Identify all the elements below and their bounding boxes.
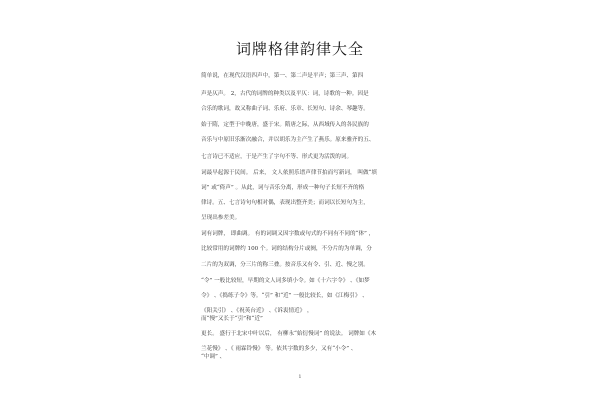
text-line: 简单说，在现代汉语四声中，第一、第二声是平声；第三声、第四 xyxy=(201,73,364,79)
text-line: 词” 或“倚声” 。从此，词与音乐分离，形成一种句子长短不齐的格 xyxy=(201,185,365,191)
text-line: 而“慢”又长于“引”和“近” xyxy=(201,316,263,322)
text-line: “中调” 、 xyxy=(201,354,226,360)
text-line: 声是仄声。 2，古代的词牌的种类以及平仄：词，诗歌的一种。因是 xyxy=(201,91,369,97)
text-line: 七言诗已不适应，于是产生了字句不等、形式更为活泼的词。 xyxy=(201,154,353,160)
text-line: 比较常用的词牌约 100 个。词的结构分片或阕，不分片的为单调，分 xyxy=(201,246,372,252)
text-line: 词最早起源于民间。 后来， 文人依照乐谱声律节拍而写新词， 叫做“填 xyxy=(201,170,378,176)
text-line: 更长。 盛行于北宋中叶以后， 有柳永“始衍慢词” 的说法。 词牌如《木 xyxy=(201,331,377,337)
text-line: 合乐的歌词，故又称曲子词、乐府、乐章、长短句、诗余、琴趣等。 xyxy=(201,106,369,112)
text-line: 《阳关引》 、《祝英台近》 、《诉衷情近》 ， xyxy=(201,308,313,314)
text-line: 呈现出参差美。 xyxy=(201,215,241,221)
page-number: 1 xyxy=(298,374,302,380)
document-title: 词牌格律韵律大全 xyxy=(235,40,364,58)
text-line: “令” 一般比较短，早期的文人词多填小令。如《十六字令》 、《如梦 xyxy=(201,278,370,284)
text-line: 词有词牌， 即曲调。 有的词调又因字数或句式的不同有不同的“体” ， xyxy=(201,231,375,237)
text-line: 令》 、《捣练子令》等。“引” 和“近” 一般比较长，如《江梅引》 、 xyxy=(201,293,368,299)
text-line: 兰花慢》 、《 雨霖铃慢》 等。依其字数的多少，又有“小令” 、 xyxy=(201,346,357,352)
text-line: 律诗。五、七言诗句句相对偶，表现出整齐美；而词以长短句为主， xyxy=(201,200,369,206)
text-line: 始于隋，定型于中晚唐，盛于宋。隋唐之际，从西域传入的各民族的 xyxy=(201,122,369,128)
text-line: 二片的为双调，分三片的称三叠。按音乐又有令、引、近、慢之别。 xyxy=(201,262,369,268)
text-line: 音乐与中原旧乐渐次融合，并以胡乐为主产生了燕乐。原来雅齐的五、 xyxy=(201,137,375,143)
